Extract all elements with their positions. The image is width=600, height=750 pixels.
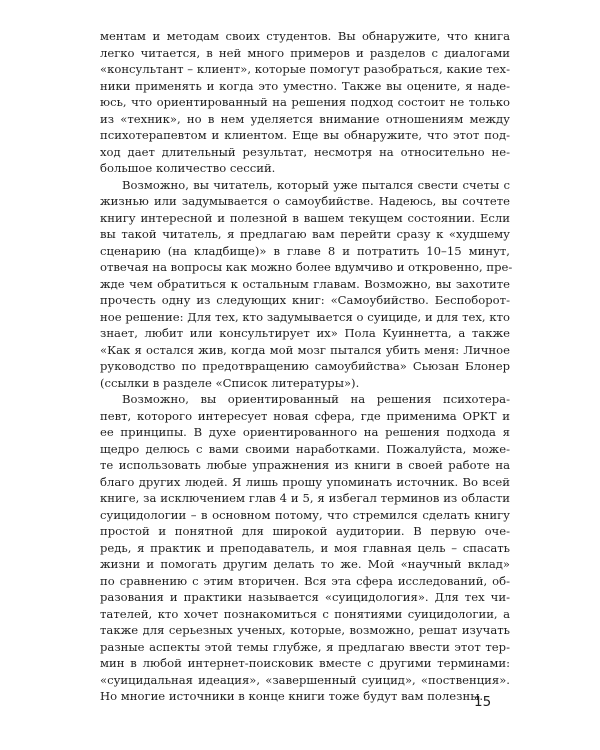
text-line: суицидологии – в основном потому, что стремился сделать книгу (100, 507, 510, 522)
text-line: редь, я практик и преподаватель, и моя главная цель – спасать (100, 540, 510, 555)
text-line: певт, которого интересует новая сфера, где применима ОРКТ и (100, 408, 510, 423)
text-line: жизнью или задумывается о самоубийстве. Надеюсь, вы сочтете (100, 194, 510, 208)
body-text (100, 28, 513, 705)
text-line: ментам и методам своих студентов. Вы обнаружите, что книга (100, 29, 510, 43)
text-line: юсь, что ориентированный на решения подход состоит не только (100, 95, 510, 109)
text-line: (ссылки в разделе «Список литературы»). (100, 375, 360, 390)
text-line: прочесть одну из следующих книг: «Самоубийство. Беспоборот- (100, 293, 510, 307)
text-line: «консультант – клиент», которые помогут разобраться, какие тех- (100, 62, 510, 76)
text-line: разные аспекты этой темы глубже, я предлагаю ввести этот тер- (100, 639, 510, 654)
page-number: 15 (474, 694, 492, 710)
paragraph-3 (100, 391, 510, 705)
text-line: разования и практики называется «суицидология». Для тех чи- (100, 590, 510, 604)
paragraph-1 (100, 28, 510, 177)
text-line: ее принципы. В духе ориентированного на решения подхода я (100, 425, 510, 439)
text-line: Но многие источники в конце книги тоже будут вам полезны. (100, 689, 484, 703)
text-line: из «техник», но в нем уделяется внимание отношениям между (100, 111, 510, 126)
text-line: руководство по предотвращению самоубийства» Сьюзан Блонер (100, 359, 510, 373)
text-line: психотерапевтом и клиентом. Еще вы обнаружите, что этот под- (100, 128, 510, 142)
text-line: большое количество сессий. (100, 161, 276, 175)
text-line: ход дает длительный результат, несмотря на относительно не- (100, 144, 510, 159)
text-line: книге, за исключением глав 4 и 5, я избегал терминов из области (100, 491, 510, 505)
text-line: жде чем обратиться к остальным главам. Возможно, вы захотите (100, 276, 510, 291)
text-line: Возможно, вы ориентированный на решения психотера- (122, 392, 510, 406)
text-line: «Как я остался жив, когда мой мозг пытался убить меня: Личное (100, 342, 510, 357)
paragraph-2 (100, 177, 513, 392)
text-line: ное решение: Для тех, кто задумывается о суициде, и для тех, кто (100, 309, 510, 324)
text-line: отвечая на вопросы как можно более вдумчиво и откровенно, пре- (100, 260, 513, 274)
text-line: жизни и помогать другим делать то же. Мой «научный вклад» (100, 557, 510, 571)
text-line: простой и понятной для широкой аудитории. В первую оче- (100, 524, 510, 538)
text-line: щедро делюсь с вами своими наработками. Пожалуйста, може- (100, 441, 510, 456)
text-line: мин в любой интернет-поисковик вместе с другими терминами: (100, 656, 510, 670)
text-line: ники применять и когда это уместно. Также вы оцените, я наде- (100, 78, 510, 93)
text-line: книгу интересной и полезной в вашем текущем состоянии. Если (100, 210, 510, 225)
text-line: вы такой читатель, я предлагаю вам перейти сразу к «худшему (100, 227, 510, 241)
text-line: Возможно, вы читатель, который уже пытался свести счеты с (122, 177, 510, 192)
text-line: те использовать любые упражнения из книги в своей работе на (100, 458, 510, 472)
text-line: тателей, кто хочет познакомиться с понятиями суицидологии, а (100, 606, 510, 621)
text-line: «суицидальная идеация», «завершенный суицид», «поственция». (100, 672, 510, 687)
text-line: также для серьезных ученых, которые, возможно, решат изучать (100, 623, 510, 637)
text-line: сценарию (на кладбище)» в главе 8 и потратить 10–15 минут, (100, 243, 510, 258)
text-line: легко читается, в ней много примеров и разделов с диалогами (100, 45, 510, 60)
text-line: знает, любит или консультирует их» Пола Куиннетта, а также (100, 326, 510, 340)
text-line: по сравнению с этим вторичен. Вся эта сфера исследований, об- (100, 573, 510, 588)
text-line: благо других людей. Я лишь прошу упоминать источник. Во всей (100, 474, 510, 489)
